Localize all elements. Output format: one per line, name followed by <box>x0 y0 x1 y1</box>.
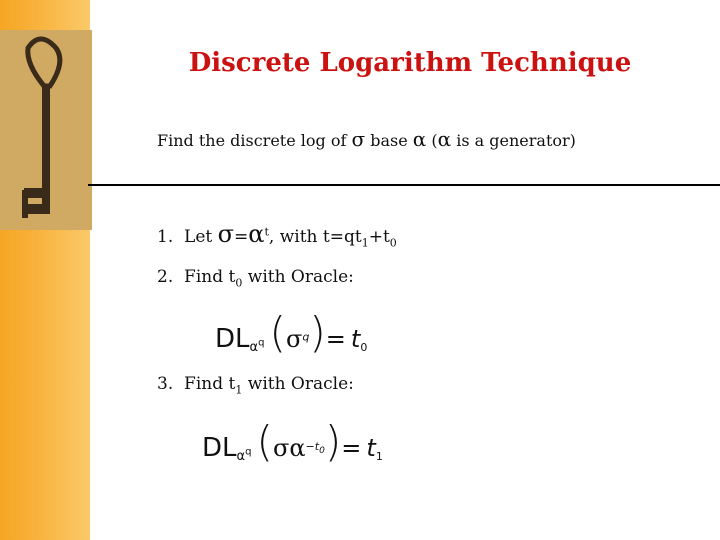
alpha-symbol-2: α <box>437 127 452 151</box>
subtitle-mid: base <box>365 131 413 150</box>
step-number: 3. <box>157 374 174 394</box>
exponent: t <box>264 225 269 239</box>
step-3 <box>157 374 354 396</box>
subscript: 0 <box>319 445 325 456</box>
subscript: 0 <box>360 341 368 355</box>
alpha-symbol: α <box>249 340 259 356</box>
subscript: 1 <box>375 450 383 464</box>
dl-operator: DL <box>202 433 237 463</box>
step-text: Find t <box>184 374 236 394</box>
exponent: q <box>245 446 252 458</box>
dl-operator: DL <box>215 324 250 354</box>
exponent: −t <box>305 439 320 453</box>
alpha-symbol: α <box>248 220 265 248</box>
sigma-symbol: σ <box>272 434 290 462</box>
subscript: 1 <box>361 236 369 250</box>
alpha-symbol: α <box>289 434 306 462</box>
rhs-variable: t <box>350 325 361 353</box>
subtitle-suffix: is a generator) <box>451 131 576 150</box>
subscript: 1 <box>235 383 243 397</box>
exponent: q <box>258 337 265 349</box>
step-number: 1. <box>157 227 174 247</box>
subscript: 0 <box>235 276 243 290</box>
paren-open: ( <box>269 308 286 357</box>
step-text: Let <box>184 227 218 247</box>
step-1 <box>157 220 397 249</box>
page-title: Discrete Logarithm Technique <box>188 48 632 78</box>
alpha-symbol: α <box>236 449 246 465</box>
subscript: 0 <box>389 236 397 250</box>
paren-close: ) <box>309 308 326 357</box>
step-text: with Oracle: <box>242 267 354 287</box>
subtitle <box>157 127 576 151</box>
paren-open: ( <box>256 417 273 466</box>
step-number: 2. <box>157 267 174 287</box>
subtitle-paren: ( <box>426 131 438 150</box>
step-text: with Oracle: <box>242 374 354 394</box>
step-text: , with t=qt <box>268 227 362 247</box>
step-text: Find t <box>184 267 236 287</box>
equals: = <box>341 434 362 462</box>
subtitle-prefix: Find the discrete log of <box>157 131 352 150</box>
equals: = <box>234 227 249 247</box>
sigma-symbol: σ <box>217 220 235 248</box>
alpha-symbol: α <box>412 127 427 151</box>
oracle-formula-1 <box>215 308 367 357</box>
divider <box>88 184 720 186</box>
step-text: +t <box>368 227 390 247</box>
paren-close: ) <box>324 417 342 466</box>
sigma-symbol: σ <box>351 127 366 151</box>
equals: = <box>325 325 346 353</box>
step-2 <box>157 267 354 289</box>
oracle-formula-2 <box>202 417 383 466</box>
key-icon <box>0 0 92 240</box>
exponent: q <box>302 330 310 344</box>
rhs-variable: t <box>366 434 376 462</box>
sigma-symbol: σ <box>285 325 303 353</box>
